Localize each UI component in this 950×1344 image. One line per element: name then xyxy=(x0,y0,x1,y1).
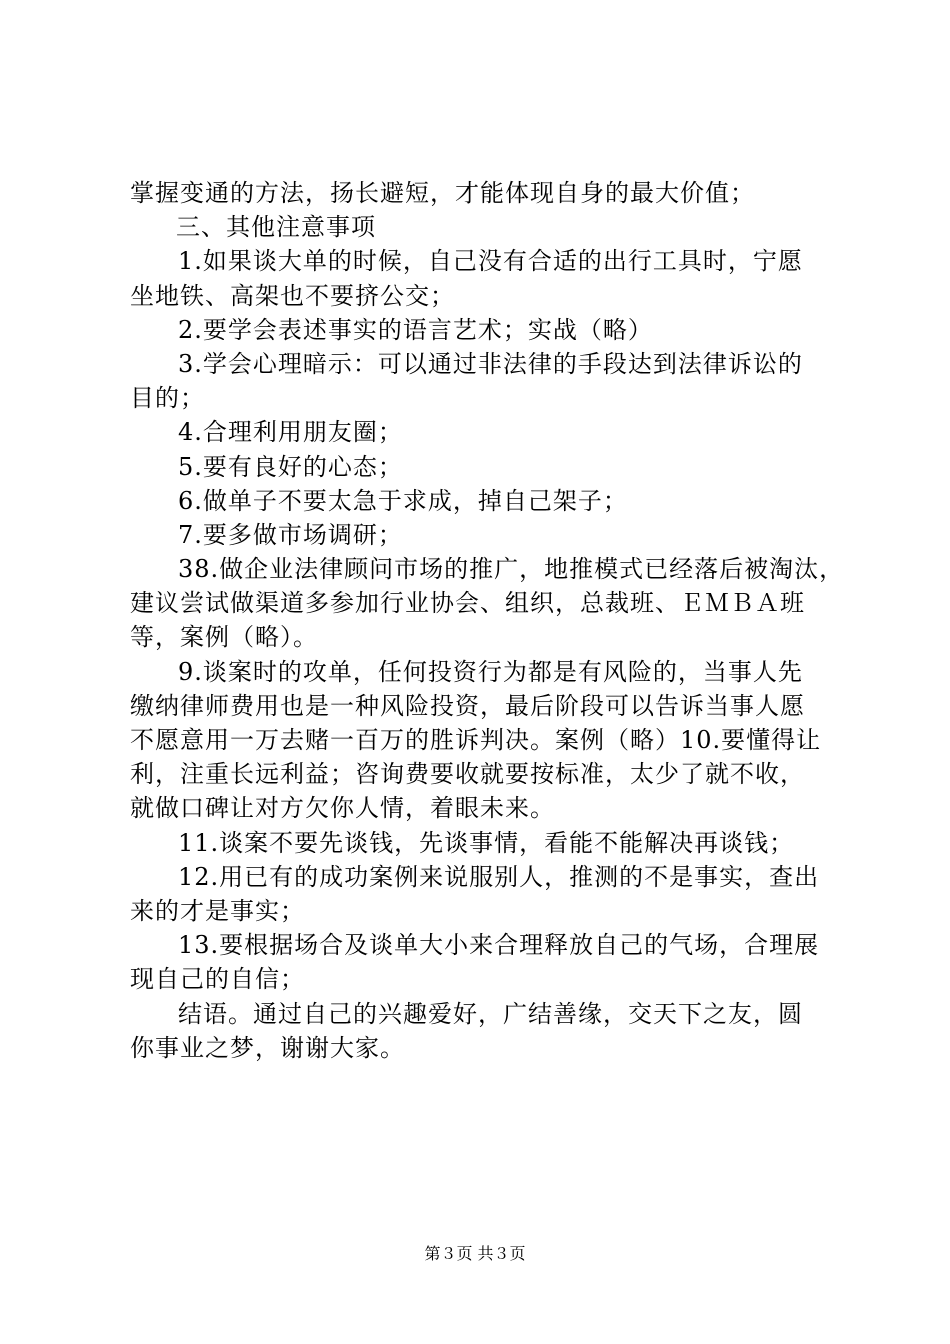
text-line: 12.用已有的成功案例来说服别人，推测的不是事实，查出 xyxy=(178,862,820,891)
section-heading: 三、其他注意事项 xyxy=(176,213,376,242)
text-line: 不愿意用一万去赌一百万的胜诉判决。案例（略）10.要懂得让 xyxy=(130,726,822,754)
text-line: 等，案例（略）。 xyxy=(130,623,318,652)
text-line: 1.如果谈大单的时候，自己没有合适的出行工具时，宁愿 xyxy=(178,247,803,276)
text-line: 5.要有良好的心态； xyxy=(178,452,403,481)
text-line: 掌握变通的方法，扬长避短，才能体现自身的最大价值； xyxy=(130,179,755,207)
text-line: 2.要学会表述事实的语言艺术；实战（略） xyxy=(178,315,653,344)
text-line: 现自己的自信； xyxy=(130,965,305,994)
text-line: 4.合理利用朋友圈； xyxy=(178,418,403,447)
text-line: 6.做单子不要太急于求成，掉自己架子； xyxy=(178,486,628,515)
text-line: 缴纳律师费用也是一种风险投资，最后阶段可以告诉当事人愿 xyxy=(130,691,805,720)
text-line: 9.谈案时的攻单，任何投资行为都是有风险的，当事人先 xyxy=(178,657,803,686)
text-line: 目的； xyxy=(130,384,205,413)
text-line: 3.学会心理暗示：可以通过非法律的手段达到法律诉讼的 xyxy=(178,349,803,378)
text-line: 就做口碑让对方欠你人情，着眼未来。 xyxy=(130,794,555,823)
text-line: 坐地铁、高架也不要挤公交； xyxy=(130,281,455,310)
text-line: 你事业之梦，谢谢大家。 xyxy=(130,1033,405,1062)
text-line: 11.谈案不要先谈钱，先谈事情，看能不能解决再谈钱； xyxy=(178,828,795,857)
text-line: 利，注重长远利益；咨询费要收就要按标准，太少了就不收， xyxy=(130,760,805,789)
text-line: 结语。通过自己的兴趣爱好，广结善缘，交天下之友，圆 xyxy=(178,999,803,1028)
page-footer: 第３页 共３页 xyxy=(424,1244,526,1263)
text-line: 来的才是事实； xyxy=(130,896,305,925)
text-line: 7.要多做市场调研； xyxy=(178,520,403,549)
text-line: 38.做企业法律顾问市场的推广，地推模式已经落后被淘汰， xyxy=(178,555,845,584)
document-body xyxy=(130,176,845,1065)
text-line: 13.要根据场合及谈单大小来合理释放自己的气场，合理展 xyxy=(178,931,820,960)
text-line: 建议尝试做渠道多参加行业协会、组织，总裁班、ＥＭＢＡ班 xyxy=(130,589,805,618)
